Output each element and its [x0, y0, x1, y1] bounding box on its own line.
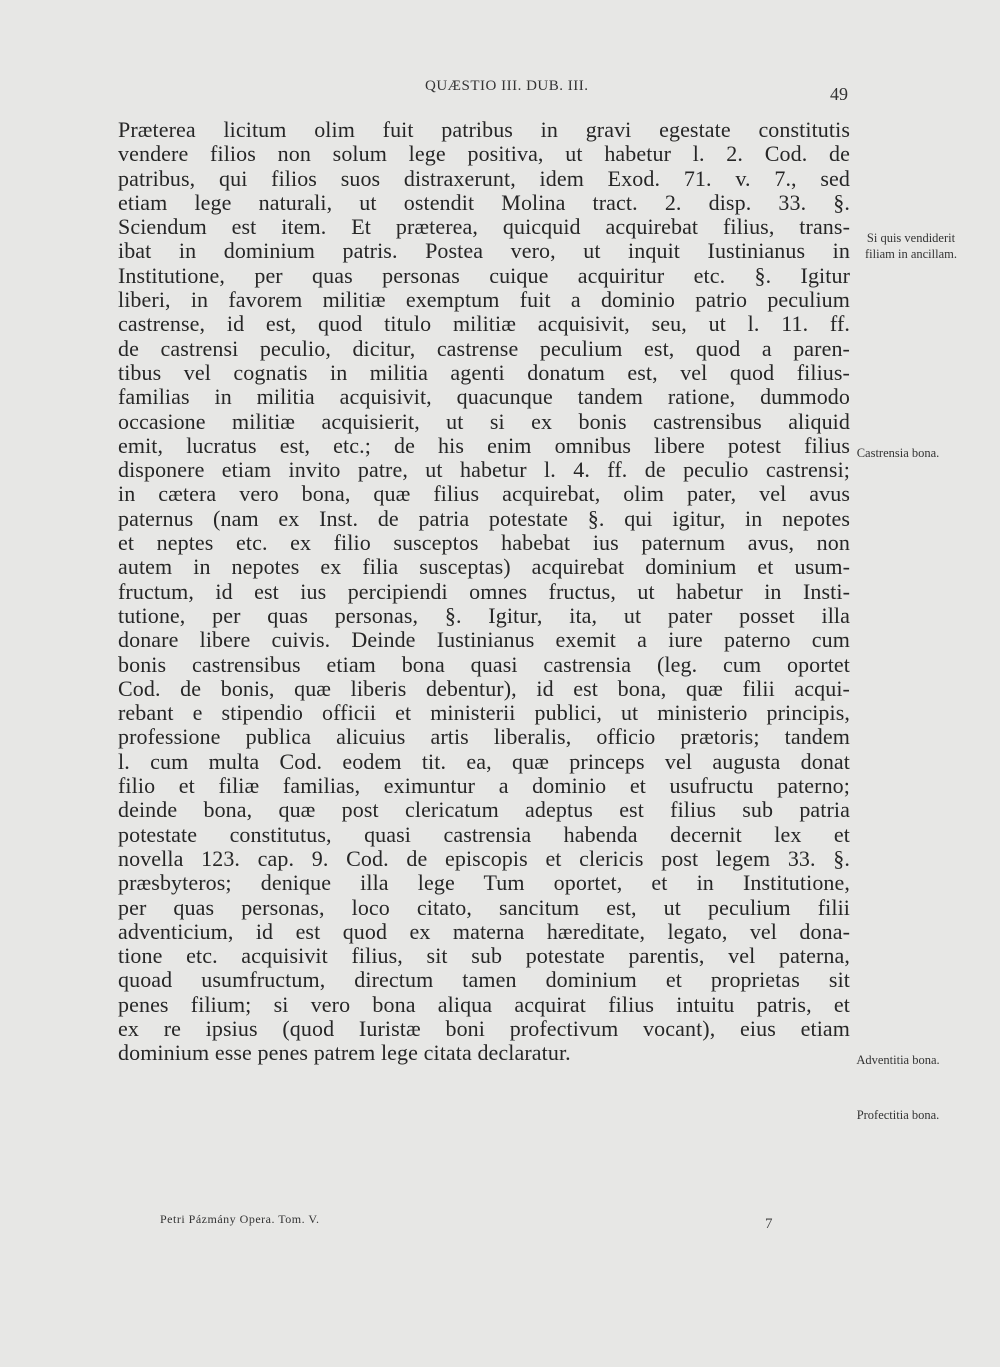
body-line: et neptes etc. ex filio susceptos habebat ius paternum avus, non [118, 530, 850, 556]
body-text [118, 118, 850, 1066]
footer-title: Petri Pázmány Opera. Tom. V. [160, 1212, 320, 1226]
body-line: occasione militiæ acquisierit, ut si ex bonis castrensibus aliquid [118, 408, 850, 434]
body-line: familias in militia acquisivit, quacunque tandem ratione, dummodo [118, 384, 850, 410]
body-line: etiam lege naturali, ut ostendit Molina tract. 2. disp. 33. §. [118, 189, 850, 215]
signature-mark: 7 [765, 1216, 773, 1232]
body-line: adventicium, id est quod ex materna hæreditate, legato, vel dona- [118, 918, 850, 944]
body-line: castrense, id est, quod titulo militiæ acquisivit, seu, ut l. 11. ff. [118, 311, 850, 337]
body-line: fructum, id est ius percipiendi omnes fructus, ut habetur in Insti- [118, 578, 850, 604]
body-line: tione etc. acquisivit filius, sit sub potestate parentis, vel paterna, [118, 943, 850, 969]
body-line: tutione, per quas personas, §. Igitur, ita, ut pater posset illa [118, 602, 850, 628]
body-line: præsbyteros; denique illa lege Tum oportet, et in Institutione, [118, 870, 850, 896]
body-line: filio et filiæ familias, eximuntur a dominio et usufructu paterno; [118, 773, 850, 799]
body-line: quoad usumfructum, directum tamen dominium et proprietas sit [118, 967, 850, 993]
body-line: Institutione, per quas personas cuique acquiritur etc. §. Igitur [118, 262, 850, 288]
body-line: Præterea licitum olim fuit patribus in gravi egestate constitutis [118, 117, 850, 142]
body-line: patribus, qui filios suos distraxerunt, idem Exod. 71. v. 7., sed [118, 165, 850, 191]
body-line: professione publica alicuius artis liberalis, officio prætoris; tandem [118, 724, 850, 750]
page-number: 49 [830, 84, 848, 104]
body-line: de castrensi peculio, dicitur, castrense peculium est, quod a paren- [118, 335, 850, 361]
body-line: liberi, in favorem militiæ exemptum fuit a dominio patrio peculium [118, 287, 850, 313]
body-line: Sciendum est item. Et præterea, quicquid acquirebat filius, trans- [118, 214, 850, 240]
body-line: vendere filios non solum lege positiva, ut habetur l. 2. Cod. de [118, 141, 850, 167]
body-line: paternus (nam ex Inst. de patria potestate §. qui igitur, in nepotes [118, 505, 850, 531]
body-line: Cod. de bonis, quæ liberis debentur), id est bona, quæ filii acqui- [118, 675, 850, 701]
body-line: l. cum multa Cod. eodem tit. ea, quæ princeps vel augusta donat [118, 748, 850, 774]
body-line: dominium esse penes patrem lege citata declaratur. [118, 1040, 571, 1066]
body-line: in cætera vero bona, quæ filius acquirebat, olim pater, vel avus [118, 481, 850, 507]
margin-note: Si quis vendiderit filiam in ancillam. [865, 231, 957, 261]
body-line: ex re ipsius (quod Iuristæ boni profectivum vocant), eius etiam [118, 1015, 850, 1041]
body-line: emit, lucratus est, etc.; de his enim omnibus libere potest filius [118, 432, 850, 458]
body-line: tibus vel cognatis in militia agenti donatum est, vel quod filius- [118, 359, 850, 385]
body-line: novella 123. cap. 9. Cod. de episcopis et clericis post legem 33. §. [118, 845, 850, 871]
body-line: ibat in dominium patris. Postea vero, ut inquit Iustinianus in [118, 238, 850, 264]
body-line: bonis castrensibus etiam bona quasi castrensia (leg. cum oportet [118, 651, 850, 677]
margin-note: Adventitia bona. [856, 1053, 940, 1067]
body-line: disponere etiam invito patre, ut habetur l. 4. ff. de peculio castrensi; [118, 457, 850, 483]
margin-note: Profectitia bona. [856, 1108, 940, 1122]
body-line: autem in nepotes ex filia susceptas) acquirebat dominium et usum- [118, 554, 850, 580]
body-line: potestate constitutus, quasi castrensia habenda decernit lex et [118, 821, 850, 847]
body-line: deinde bona, quæ post clericatum adeptus est filius sub patria [118, 797, 850, 823]
body-line: penes filium; si vero bona aliqua acquirat filius intuitu patris, et [118, 991, 850, 1017]
running-title: QUÆSTIO III. DUB. III. [425, 78, 589, 94]
margin-note: Castrensia bona. [856, 446, 940, 460]
body-line: rebant e stipendio officii et ministerii publici, ut ministerio principis, [118, 700, 850, 726]
body-line: per quas personas, loco citato, sancitum est, ut peculium filii [118, 894, 850, 920]
body-line: donare libere cuivis. Deinde Iustinianus exemit a iure paterno cum [118, 627, 850, 653]
